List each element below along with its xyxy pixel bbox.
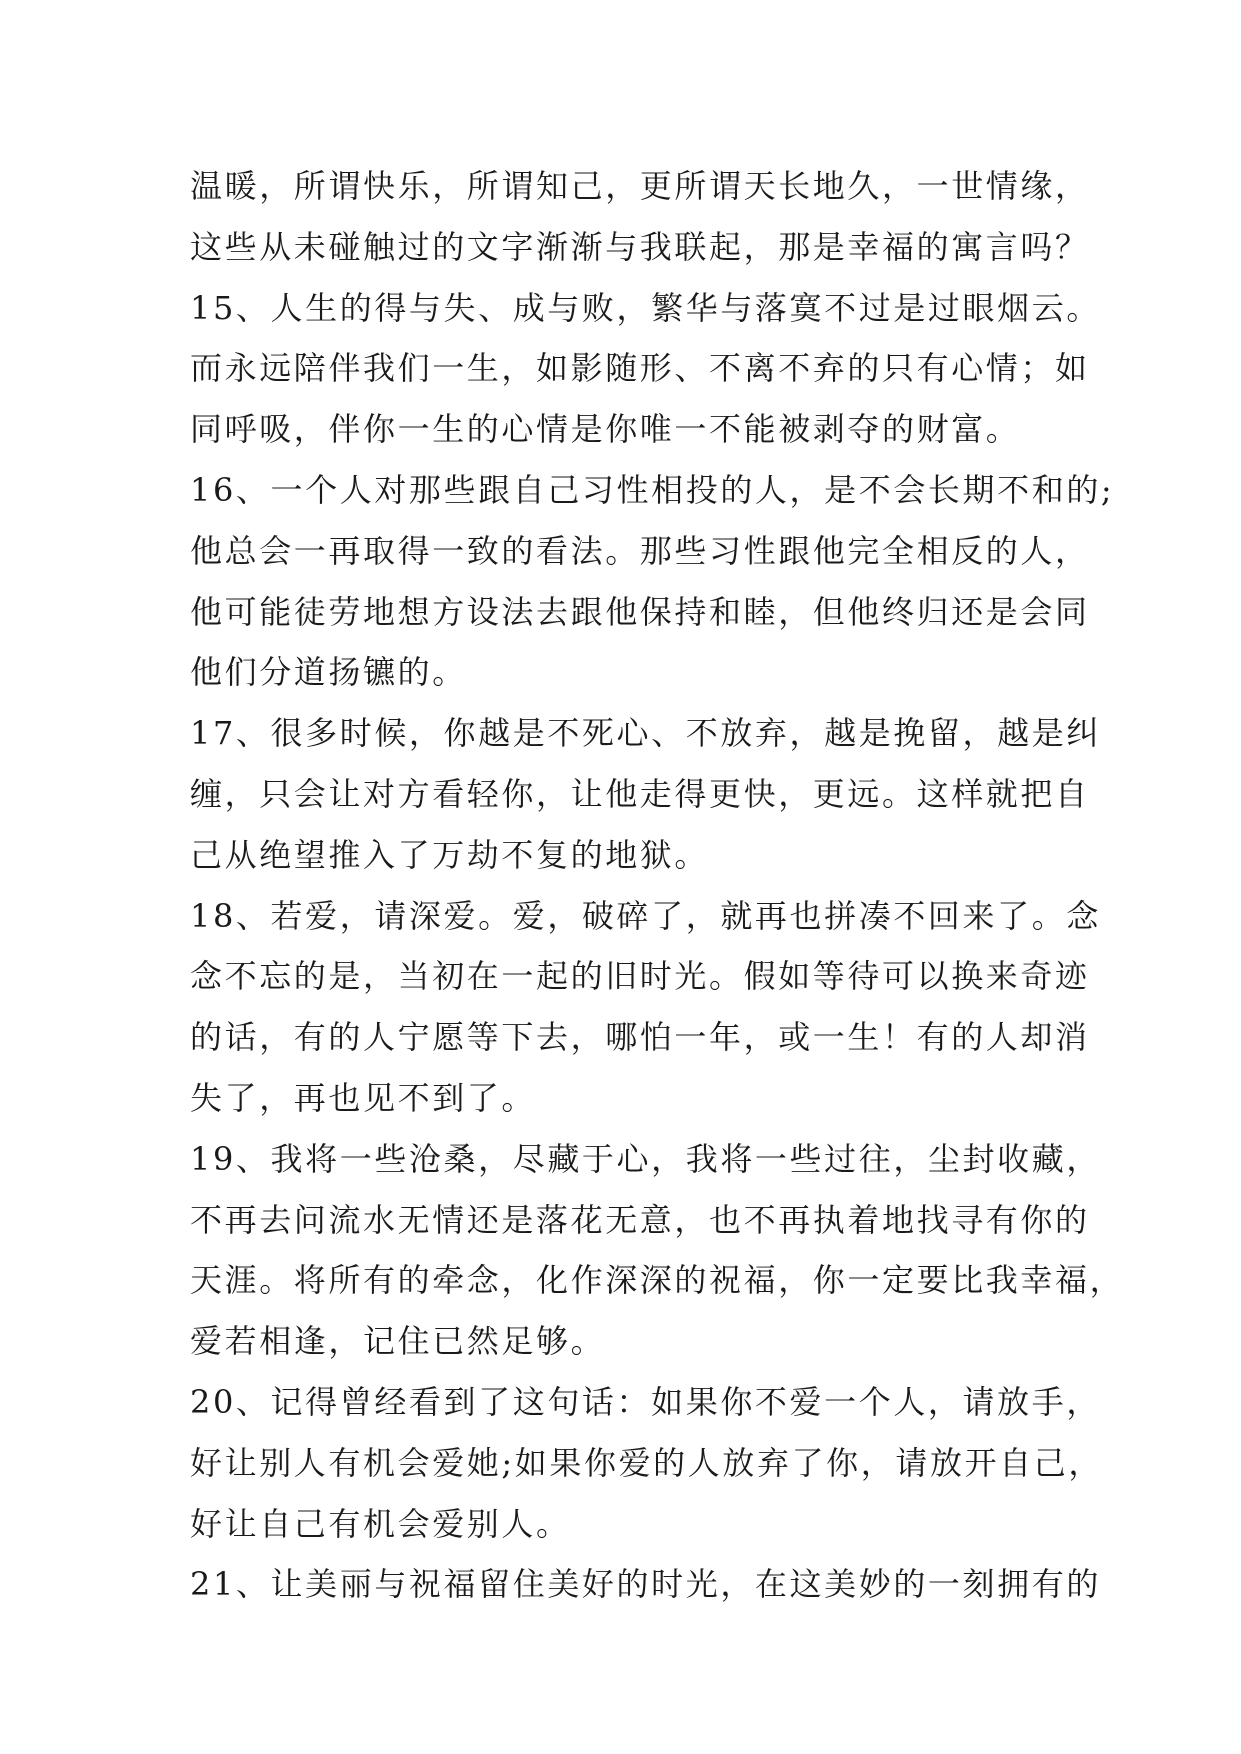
- text-line: 16、一个人对那些跟自己习性相投的人，是不会长期不和的;: [190, 470, 1115, 509]
- text-line: 好让别人有机会爱她;如果你爱的人放弃了你，请放开自己，: [190, 1443, 1103, 1482]
- document-body: [190, 156, 1125, 1615]
- text-line: 18、若爱，请深爱。爱，破碎了，就再也拼凑不回来了。念: [190, 896, 1101, 935]
- text-line: 15、人生的得与失、成与败，繁华与落寞不过是过眼烟云。: [190, 288, 1101, 327]
- text-line: 爱若相逢，记住已然足够。: [190, 1322, 606, 1361]
- text-line: 他总会一再取得一致的看法。那些习性跟他完全相反的人，: [190, 531, 1090, 570]
- text-line: 同呼吸，伴你一生的心情是你唯一不能被剥夺的财富。: [190, 410, 1021, 449]
- text-line: 21、让美丽与祝福留住美好的时光，在这美妙的一刻拥有的: [190, 1565, 1101, 1604]
- text-line: 他可能徒劳地想方设法去跟他保持和睦，但他终归还是会同: [190, 592, 1090, 631]
- text-line: 好让自己有机会爱别人。: [190, 1504, 571, 1543]
- text-line: 而永远陪伴我们一生，如影随形、不离不弃的只有心情；如: [190, 349, 1090, 388]
- text-line: 19、我将一些沧桑，尽藏于心，我将一些过往，尘封收藏，: [190, 1139, 1101, 1178]
- text-line: 20、记得曾经看到了这句话：如果你不爱一个人，请放手，: [190, 1382, 1101, 1421]
- text-line: 不再去问流水无情还是落花无意，也不再执着地找寻有你的: [190, 1200, 1090, 1239]
- text-line: 缠，只会让对方看轻你，让他走得更快，更远。这样就把自: [190, 774, 1090, 813]
- text-line: 念不忘的是，当初在一起的旧时光。假如等待可以换来奇迹: [190, 957, 1090, 996]
- text-line: 他们分道扬镳的。: [190, 653, 467, 692]
- text-line: 失了，再也见不到了。: [190, 1078, 537, 1117]
- text-line: 己从绝望推入了万劫不复的地狱。: [190, 835, 710, 874]
- text-line: 17、很多时候，你越是不死心、不放弃，越是挽留，越是纠: [190, 714, 1101, 753]
- text-line: 的话，有的人宁愿等下去，哪怕一年，或一生！有的人却消: [190, 1018, 1090, 1057]
- text-line: 温暖，所谓快乐，所谓知己，更所谓天长地久，一世情缘，: [190, 167, 1090, 205]
- text-line: 天涯。将所有的牵念，化作深深的祝福，你一定要比我幸福，: [190, 1261, 1125, 1300]
- text-line: 这些从未碰触过的文字渐渐与我联起，那是幸福的寓言吗？: [190, 227, 1090, 266]
